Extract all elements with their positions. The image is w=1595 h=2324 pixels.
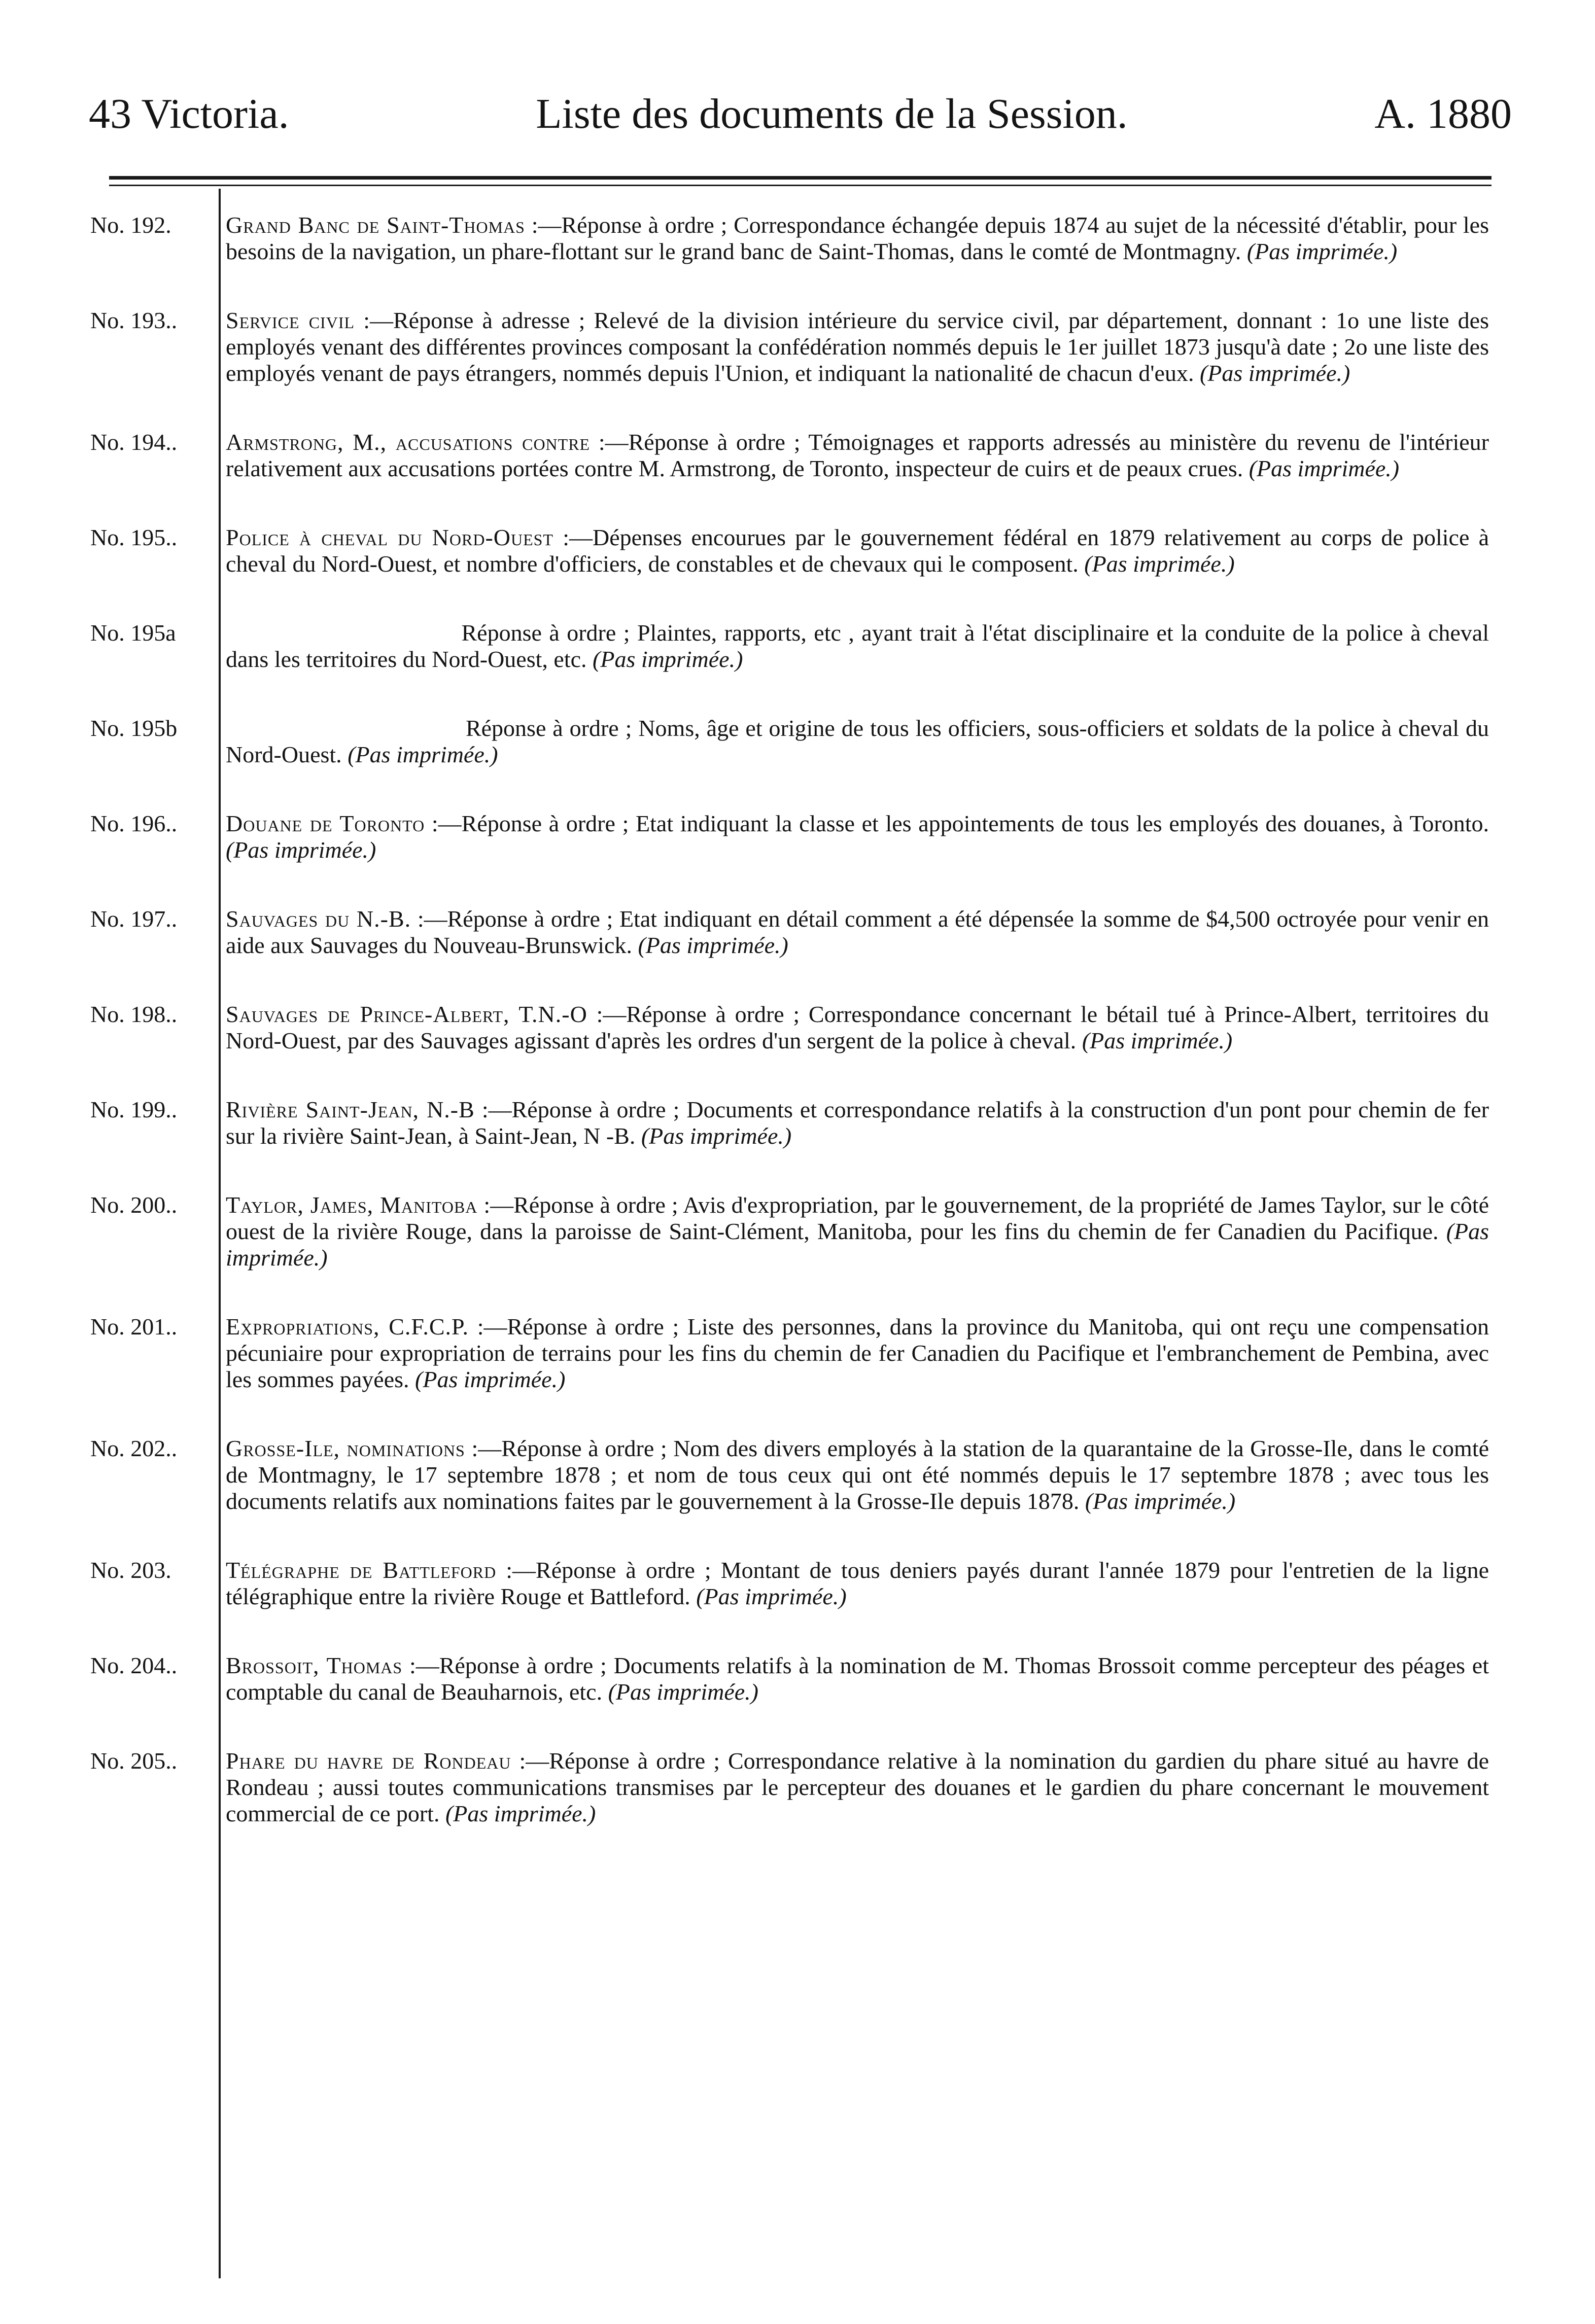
- document-note: (Pas imprimée.): [226, 837, 376, 863]
- header-year: A. 1880: [1374, 90, 1512, 137]
- document-text: :—Réponse à ordre ; Correspondance concernant le bétail tué à Prince-Albert, territoires du Nord-Ouest, par des Sauvages agissant d'après les ordres d'un sergent de la police à cheval.: [226, 1001, 1489, 1053]
- document-entry: [0, 1652, 1595, 1705]
- document-number: No. 194..: [90, 429, 178, 455]
- document-number: No. 192.: [90, 212, 171, 238]
- document-description: [226, 1557, 1489, 1610]
- document-text: :—Réponse à ordre ; Documents relatifs à la nomination de M. Thomas Brossoit comme percepteur des péages et comptable du canal de Beauharnois, etc.: [226, 1652, 1489, 1705]
- document-title: Grand Banc de Saint-Thomas: [226, 212, 525, 238]
- document-text: Réponse à ordre ; Noms, âge et origine de tous les officiers, sous-officiers et soldats de la police à cheval du Nord-Ouest.: [226, 715, 1489, 767]
- document-text: :—Réponse à ordre ; Correspondance échangée depuis 1874 au sujet de la nécessité d'établir, pour les besoins de la navigation, un phare-flottant sur le grand banc de Saint-Thomas, dans le comté de Montmagny.: [226, 212, 1489, 264]
- document-description: [226, 1001, 1489, 1054]
- document-title: Taylor, James, Manitoba: [226, 1192, 478, 1218]
- document-title: Grosse-Ile, nominations: [226, 1435, 465, 1461]
- document-title: Douane de Toronto: [226, 811, 425, 836]
- document-description: [226, 1435, 1489, 1515]
- document-note: (Pas imprimée.): [1084, 551, 1235, 577]
- document-title: Rivière Saint-Jean, N.-B: [226, 1097, 475, 1122]
- document-entry: [0, 1435, 1595, 1515]
- document-entry: [0, 429, 1595, 482]
- document-note: (Pas imprimée.): [641, 1123, 792, 1149]
- document-list: [0, 212, 1595, 1870]
- document-entry: [0, 1314, 1595, 1393]
- document-number: No. 205..: [90, 1748, 178, 1774]
- document-text: :—Réponse à ordre ; Nom des divers employés à la station de la quarantaine de la Grosse-Ile, dans le comté de Montmagny, le 17 septembre 1878 ; et nom de tous ceux qui ont été nommés depuis le 17 septembre 1878 ; avec tous les documents relatifs aux nominations faites par le gouvernement à la Grosse-Ile depuis 1878.: [226, 1435, 1489, 1514]
- document-entry: [0, 524, 1595, 577]
- document-title: Phare du havre de Rondeau: [226, 1748, 511, 1774]
- document-entry: [0, 307, 1595, 386]
- document-description: [226, 1748, 1489, 1827]
- document-title: Sauvages du N.-B.: [226, 906, 411, 932]
- document-title: Armstrong, M., accusations contre: [226, 429, 591, 455]
- document-description: [226, 1097, 1489, 1149]
- document-number: No. 196..: [90, 811, 178, 836]
- header-title: Liste des documents de la Session.: [536, 90, 1128, 137]
- document-note: (Pas imprimée.): [593, 646, 743, 672]
- document-text: Réponse à ordre ; Plaintes, rapports, etc , ayant trait à l'état disciplinaire et la conduite de la police à cheval dans les territoires du Nord-Ouest, etc.: [226, 620, 1489, 672]
- document-entry: [0, 1192, 1595, 1271]
- document-number: No. 195b: [90, 715, 178, 741]
- document-number: No. 200..: [90, 1192, 178, 1218]
- document-description: [226, 1652, 1489, 1705]
- document-entry: [0, 212, 1595, 265]
- document-entry: [0, 1097, 1595, 1149]
- header-rule-thin: [109, 185, 1492, 186]
- document-note: (Pas imprimée.): [415, 1366, 566, 1392]
- page-header: [89, 89, 1512, 140]
- document-note: (Pas imprimée.): [1199, 360, 1350, 386]
- document-text: :—Réponse à ordre ; Montant de tous deniers payés durant l'année 1879 pour l'entretien de la ligne télégraphique entre la rivière Rouge et Battleford.: [226, 1557, 1489, 1609]
- header-volume: 43 Victoria.: [89, 90, 289, 137]
- document-number: No. 203.: [90, 1557, 171, 1583]
- document-note: (Pas imprimée.): [638, 932, 788, 958]
- document-description: [226, 429, 1489, 482]
- document-title: Police à cheval du Nord-Ouest: [226, 524, 553, 550]
- document-note: (Pas imprimée.): [348, 742, 498, 767]
- document-note: (Pas imprimée.): [1246, 238, 1398, 264]
- document-number: No. 193..: [90, 307, 178, 333]
- document-entry: [0, 1557, 1595, 1610]
- document-description: [226, 1314, 1489, 1393]
- document-title: Service civil: [226, 307, 355, 333]
- document-number: No. 199..: [90, 1097, 178, 1122]
- document-note: (Pas imprimée.): [608, 1679, 758, 1705]
- document-text: :—Réponse à ordre ; Etat indiquant la classe et les appointements de tous les employés des douanes, à Toronto.: [431, 811, 1489, 836]
- document-title: Expropriations, C.F.C.P.: [226, 1314, 469, 1340]
- document-note: (Pas imprimée.): [226, 1218, 1489, 1271]
- document-description: [226, 620, 1489, 673]
- document-number: No. 202..: [90, 1435, 178, 1461]
- document-title: Sauvages de Prince-Albert, T.N.-O: [226, 1001, 587, 1027]
- document-number: No. 204..: [90, 1652, 178, 1678]
- document-description: [226, 307, 1489, 386]
- document-text: :—Réponse à ordre ; Correspondance relative à la nomination du gardien du phare situé au havre de Rondeau ; aussi toutes communications transmises par le percepteur des douanes et le gardien du phare concernant le mouvement commercial de ce port.: [226, 1748, 1489, 1826]
- document-number: No. 198..: [90, 1001, 178, 1027]
- document-note: (Pas imprimée.): [1085, 1488, 1236, 1514]
- document-entry: [0, 715, 1595, 768]
- document-entry: [0, 811, 1595, 863]
- document-entry: [0, 620, 1595, 673]
- document-title: Brossoit, Thomas: [226, 1652, 403, 1678]
- document-number: No. 197..: [90, 906, 178, 932]
- document-note: (Pas imprimée.): [696, 1583, 847, 1609]
- document-note: (Pas imprimée.): [1249, 455, 1400, 481]
- document-text: :—Réponse à ordre ; Liste des personnes, dans la province du Manitoba, qui ont reçu une compensation pécuniaire pour expropriation de terrains pour les fins du chemin de fer Canadien du Pacifique et l'embranchement de Pembina, avec les sommes payées.: [226, 1314, 1489, 1392]
- document-number: No. 201..: [90, 1314, 178, 1340]
- document-note: (Pas imprimée.): [445, 1801, 596, 1826]
- document-description: [226, 811, 1489, 863]
- document-entry: [0, 1748, 1595, 1827]
- document-text: :—Réponse à adresse ; Relevé de la division intérieure du service civil, par département, donnant : 1o une liste des employés venant des différentes provinces composant la confédération nommés depuis le 1er juillet 1873 jusqu'à date ; 2o une liste des employés venant de pays étrangers, nommés depuis l'Union, et indiquant la nationalité de chacun d'eux.: [226, 307, 1489, 386]
- document-description: [226, 715, 1489, 768]
- document-entry: [0, 906, 1595, 959]
- document-description: [226, 524, 1489, 577]
- document-note: (Pas imprimée.): [1082, 1028, 1233, 1053]
- document-text: :—Réponse à ordre ; Témoignages et rapports adressés au ministère du revenu de l'intérieur relativement aux accusations portées contre M. Armstrong, de Toronto, inspecteur de cuirs et de peaux crues.: [226, 429, 1489, 481]
- document-entry: [0, 1001, 1595, 1054]
- document-title: Télégraphe de Battleford: [226, 1557, 497, 1583]
- document-text: :—Dépenses encourues par le gouvernement fédéral en 1879 relativement au corps de police à cheval du Nord-Ouest, et nombre d'officiers, de constables et de chevaux qui le composent.: [226, 524, 1489, 577]
- document-description: [226, 906, 1489, 959]
- document-number: No. 195..: [90, 524, 178, 550]
- header-rule-thick: [109, 176, 1492, 180]
- document-text: :—Réponse à ordre ; Avis d'expropriation, par le gouvernement, de la propriété de James Taylor, sur le côté ouest de la rivière Rouge, dans la paroisse de Saint-Clément, Manitoba, pour les fins du chemin de fer Canadien du Pacifique.: [226, 1192, 1489, 1244]
- document-description: [226, 1192, 1489, 1271]
- document-description: [226, 212, 1489, 265]
- document-number: No. 195a: [90, 620, 176, 646]
- document-text: :—Réponse à ordre ; Documents et correspondance relatifs à la construction d'un pont pour chemin de fer sur la rivière Saint-Jean, à Saint-Jean, N -B.: [226, 1097, 1489, 1149]
- document-text: :—Réponse à ordre ; Etat indiquant en détail comment a été dépensée la somme de $4,500 octroyée pour venir en aide aux Sauvages du Nouveau-Brunswick.: [226, 906, 1489, 958]
